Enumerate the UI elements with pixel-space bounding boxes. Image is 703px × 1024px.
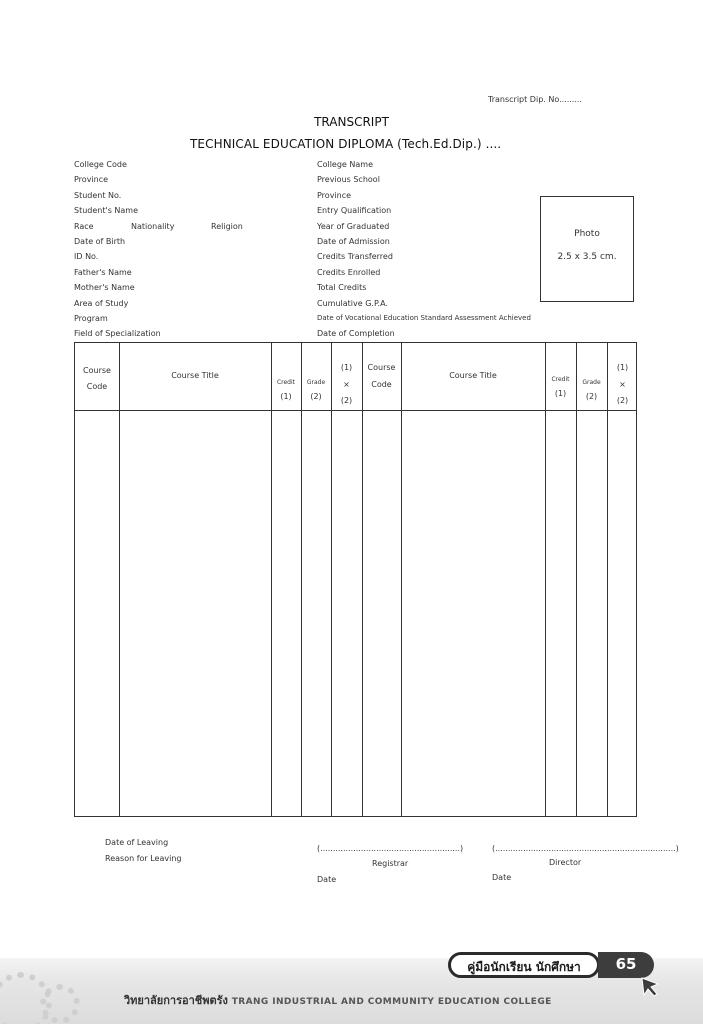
- field-program: Program: [74, 313, 108, 323]
- table-column-divider: [271, 343, 272, 816]
- header-grade-right: Grade: [582, 379, 601, 386]
- table-column-divider: [119, 343, 120, 816]
- table-column-divider: [545, 343, 546, 816]
- handbook-badge: [448, 952, 600, 978]
- header-credit-right: Credit: [551, 376, 570, 383]
- header-code-right: Code: [371, 380, 392, 389]
- field-area-of-study: Area of Study: [74, 298, 129, 308]
- header-grade-two: (2): [310, 392, 322, 401]
- transcript-dip-number: Transcript Dip. No.........: [488, 95, 582, 104]
- field-religion: Religion: [211, 221, 243, 231]
- header-product-two-right: (2): [616, 396, 629, 405]
- field-date-of-admission: Date of Admission: [317, 236, 390, 246]
- header-credit-one: (1): [280, 392, 292, 401]
- header-credit: Credit: [276, 379, 296, 386]
- director-date-label: Date: [492, 873, 512, 882]
- college-name-thai: วิทยาลัยการอาชีพตรัง: [124, 994, 228, 1007]
- field-student-no: Student No.: [74, 190, 122, 200]
- header-course-right: Course: [367, 363, 396, 372]
- college-name-english: TRANG INDUSTRIAL AND COMMUNITY EDUCATION COLLEGE: [231, 997, 552, 1007]
- photo-size: 2.5 x 3.5 cm.: [557, 252, 617, 262]
- registrar-signature-line: (.......................................................): [317, 844, 464, 853]
- field-race: Race: [74, 221, 94, 231]
- field-nationality: Nationality: [131, 221, 175, 231]
- college-name: [124, 991, 552, 1009]
- header-grade: Grade: [306, 379, 326, 386]
- header-product-times: ×: [343, 380, 350, 389]
- field-date-of-completion: Date of Completion: [317, 329, 395, 339]
- table-header-divider: [75, 410, 636, 411]
- table-column-divider: [331, 343, 332, 816]
- table-column-divider: [607, 343, 608, 816]
- table-column-divider: [301, 343, 302, 816]
- left-field-list: [74, 157, 243, 342]
- registrar-date-label: Date: [317, 875, 337, 884]
- header-course: Course: [83, 366, 111, 375]
- field-total-credits: Total Credits: [317, 283, 367, 293]
- right-field-list: [317, 157, 531, 342]
- director-label: Director: [549, 858, 582, 867]
- date-of-leaving-label: Date of Leaving: [105, 838, 169, 847]
- page-number-box: [598, 952, 654, 978]
- field-standard-assessment-date: Date of Vocational Education Standard Assessment Achieved: [317, 313, 531, 322]
- header-course-title-right: Course Title: [449, 371, 497, 380]
- table-column-divider: [576, 343, 577, 816]
- field-student-name: Student's Name: [74, 206, 139, 216]
- field-credits-enrolled: Credits Enrolled: [317, 267, 381, 277]
- director-signature-line: (.......................................................................): [492, 844, 679, 853]
- field-college-name: College Name: [317, 160, 373, 169]
- header-code: Code: [86, 382, 108, 391]
- header-product-two: (2): [340, 396, 353, 405]
- page-number: 65: [615, 955, 637, 973]
- reason-for-leaving-label: Reason for Leaving: [105, 854, 182, 863]
- field-province-right: Province: [317, 190, 352, 200]
- handbook-title: คู่มือนักเรียน นักศึกษา: [467, 960, 581, 974]
- field-mothers-name: Mother's Name: [74, 283, 135, 293]
- header-grade-two-right: (2): [585, 392, 598, 401]
- course-table: [74, 342, 637, 817]
- field-specialization: Field of Specialization: [74, 329, 161, 339]
- field-date-of-birth: Date of Birth: [74, 236, 126, 246]
- header-credit-one-right: (1): [554, 389, 567, 398]
- gear-icon: [40, 984, 80, 1024]
- field-credits-transferred: Credits Transferred: [317, 252, 393, 262]
- page-title: TRANSCRIPT: [314, 115, 389, 129]
- photo-label: Photo: [574, 229, 600, 239]
- field-fathers-name: Father's Name: [74, 267, 132, 277]
- field-entry-qualification: Entry Qualification: [317, 206, 392, 216]
- field-province: Province: [74, 175, 109, 185]
- field-college-code: College Code: [74, 160, 127, 169]
- field-cumulative-gpa: Cumulative G.P.A.: [317, 298, 388, 308]
- arrow-cursor-icon: [640, 976, 662, 998]
- table-column-divider: [401, 343, 402, 816]
- registrar-label: Registrar: [372, 859, 409, 868]
- field-race-line: [74, 219, 243, 234]
- header-product-one-right: (1): [616, 363, 629, 372]
- field-previous-school: Previous School: [317, 175, 380, 185]
- field-id-no: ID No.: [74, 252, 99, 262]
- header-product-times-right: ×: [619, 380, 626, 389]
- field-year-graduated: Year of Graduated: [317, 221, 390, 231]
- table-column-divider: [362, 343, 363, 816]
- header-course-title: Course Title: [171, 371, 219, 380]
- page-subtitle: TECHNICAL EDUCATION DIPLOMA (Tech.Ed.Dip.) ....: [190, 137, 502, 151]
- header-product-one: (1): [340, 363, 353, 372]
- photo-box: [540, 196, 634, 302]
